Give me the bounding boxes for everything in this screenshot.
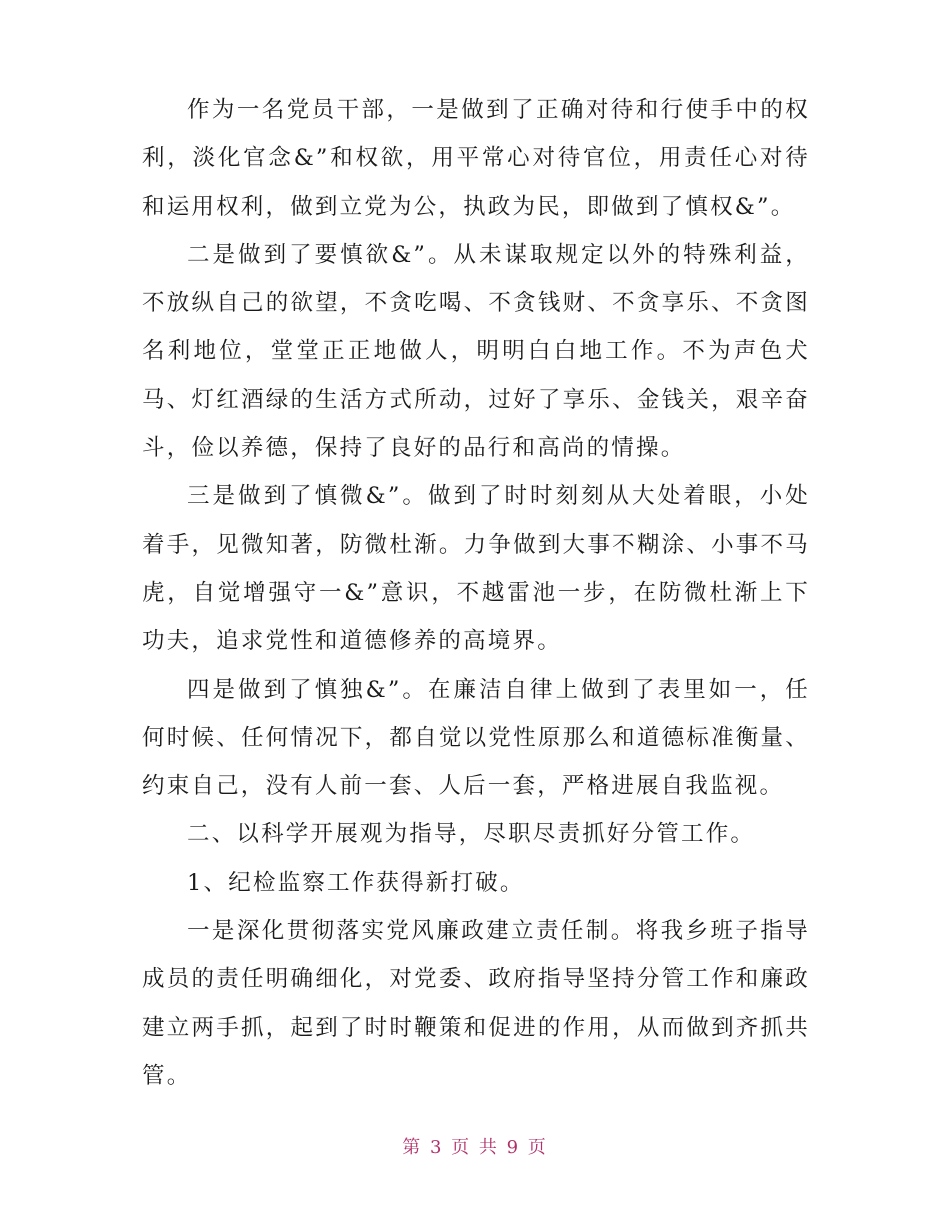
paragraph-1: 作为一名党员干部，一是做到了正确对待和行使手中的权利，淡化官念&”和权欲，用平常心对待官位，用责任心对待和运用权利，做到立党为公，执政为民，即做到了慎权&”。 <box>142 97 810 220</box>
subsection-heading: 1、纪检监察工作获得新打破。 <box>187 869 525 896</box>
page-number-footer: 第 3 页 共 9 页 <box>402 1137 548 1158</box>
section-heading: 二、以科学开展观为指导，尽职尽责抓好分管工作。 <box>187 821 756 848</box>
document-body <box>142 86 810 1100</box>
paragraph-3: 三是做到了慎微&”。做到了时时刻刻从大处着眼，小处着手，见微知著，防微杜渐。力争做到大事不糊涂、小事不马虎，自觉增强守一&”意识，不越雷池一步，在防微杜渐上下功夫，追求党性和道德修养的高境界。 <box>142 483 810 655</box>
paragraph-5: 一是深化贯彻落实党风廉政建立责任制。将我乡班子指导成员的责任明确细化，对党委、政府指导坚持分管工作和廉政建立两手抓，起到了时时鞭策和促进的作用，从而做到齐抓共管。 <box>142 918 810 1089</box>
paragraph-2: 二是做到了要慎欲&”。从未谋取规定以外的特殊利益，不放纵自己的欲望，不贪吃喝、不贪钱财、不贪享乐、不贪图名利地位，堂堂正正地做人，明明白白地工作。不为声色犬马、灯红酒绿的生活方式所动，过好了享乐、金钱关，艰辛奋斗，俭以养德，保持了良好的品行和高尚的情操。 <box>142 241 810 462</box>
paragraph-4: 四是做到了慎独&”。在廉洁自律上做到了表里如一，任何时候、任何情况下，都自觉以党性原那么和道德标准衡量、约束自己，没有人前一套、人后一套，严格进展自我监视。 <box>142 676 810 800</box>
